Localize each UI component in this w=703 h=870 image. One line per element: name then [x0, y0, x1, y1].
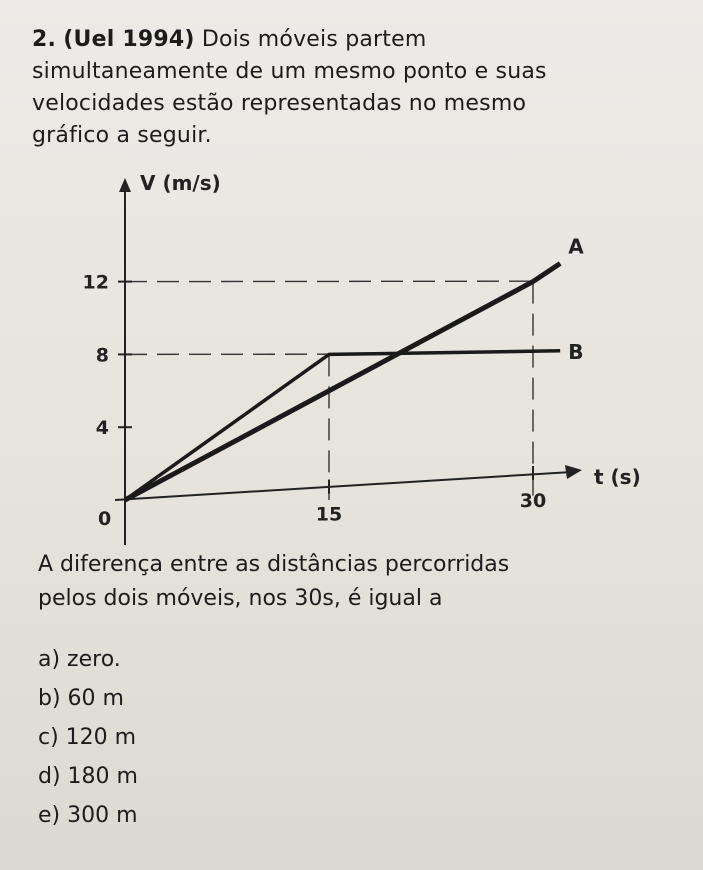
x-tick-label-30: 30	[519, 490, 547, 512]
origin-label: 0	[98, 508, 112, 530]
y-tick-label-8: 8	[95, 344, 109, 367]
problem-line-3: velocidades estão representadas no mesmo	[32, 91, 527, 116]
problem-statement	[32, 24, 672, 152]
option-a: a) zero.	[38, 647, 121, 672]
series-a-label: A	[568, 234, 584, 259]
y-tick-label-4: 4	[95, 417, 109, 440]
option-d: d) 180 m	[38, 764, 138, 789]
series-a-line	[125, 263, 560, 500]
option-e: e) 300 m	[38, 803, 138, 828]
series-lines	[125, 234, 584, 500]
problem-number: 2.	[32, 27, 57, 52]
x-axis-label: t (s)	[594, 465, 641, 489]
problem-line-1: Dois móveis partem	[201, 27, 427, 52]
series-b-label: B	[568, 339, 584, 364]
problem-source: (Uel 1994)	[63, 27, 195, 52]
x-tick-label-15: 15	[315, 503, 343, 526]
option-c: c) 120 m	[38, 725, 137, 750]
question-text	[38, 548, 678, 616]
option-b: b) 60 m	[38, 686, 124, 711]
velocity-time-graph	[60, 160, 660, 545]
axes	[115, 178, 582, 545]
answer-options	[38, 640, 138, 835]
y-axis-label: V (m/s)	[140, 171, 221, 195]
problem-line-4: gráfico a seguir.	[32, 123, 212, 148]
x-axis-arrow	[565, 465, 582, 479]
y-axis-arrow	[119, 178, 131, 192]
x-axis	[115, 472, 572, 500]
question-line-1: A diferença entre as distâncias percorridas	[38, 552, 510, 577]
problem-line-2: simultaneamente de um mesmo ponto e suas	[32, 59, 547, 84]
y-tick-label-12: 12	[82, 271, 109, 294]
question-line-2: pelos dois móveis, nos 30s, é igual a	[38, 586, 443, 611]
